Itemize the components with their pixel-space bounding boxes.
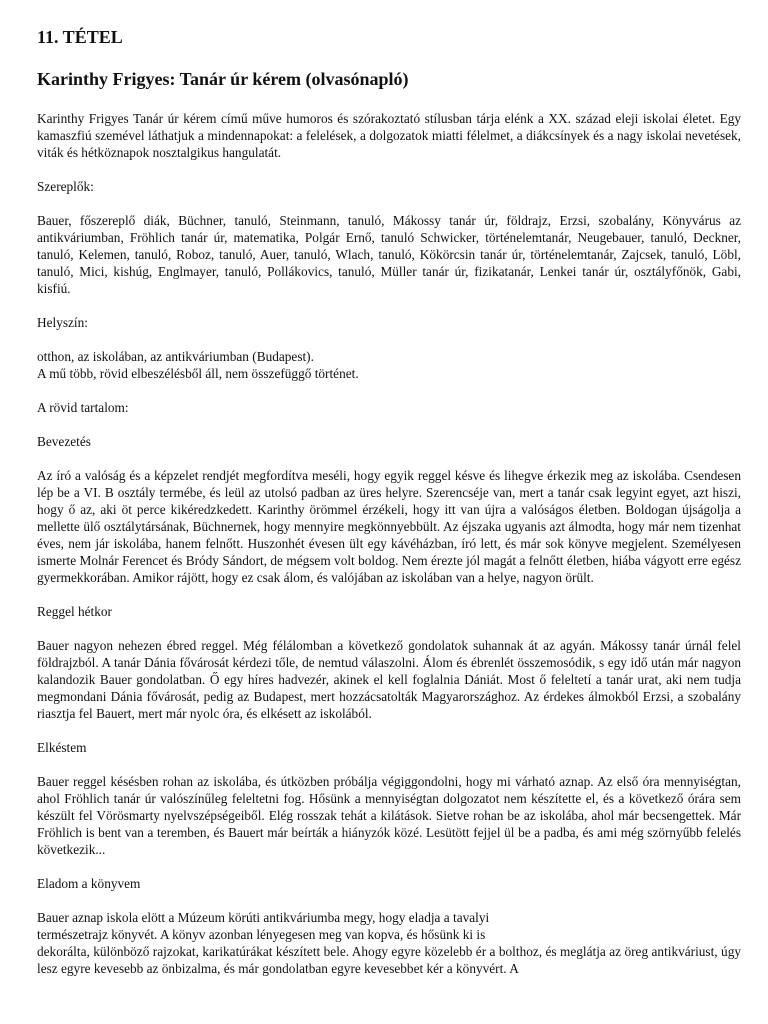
section-heading: Elkéstem [37,740,87,755]
intro-paragraph: Karinthy Frigyes Tanár úr kérem című műve humoros és szórakoztató stílusban tárja elénk a XX. század eleji iskolai életet. Egy kamaszfiú szemével láthatjuk a mindennapokat: a felelések, a dolgozatok miatti félelmet, a diákcsínyek és a nagy iskolai nevetések, viták és hétköznapok nosztalgikus hangulatát. [37,111,741,160]
location-line: A mű több, rövid elbeszélésből áll, nem összefüggő történet. [37,366,359,381]
section-text: Bauer nagyon nehezen ébred reggel. Még félálomban a következő gondolatok suhannak át az agyán. Mákossy tanár úrnál felel földrajzból. A tanár Dánia fővárosát kérdezi tőle, de nemtud válaszolni. Álom és ébrenlét összemosódik, s egy idő után már nagyon kalandozik Bauer gondolatban. Ő egy híres hadvezér, akinek el kell foglalnia Dániát. Most ő feleltetí a tanár urat, aki nem tudja megmondani Dánia fővárosát, pedig az Budapest, mert hozzácsatolták Magyarországhoz. Az érdekes álmokból Erzsi, a szobalány riasztja fel Bauert, mert már nyolc óra, és elkésett az iskolából. [37,638,741,721]
section-text: Az író a valóság és a képzelet rendjét megfordítva meséli, hogy egyik reggel késve és lihegve érkezik meg az iskolába. Csendesen lép be a VI. B osztály termébe, és leül az utolsó padban az üres helyre. Szerencséje van, mert a tanár csak legyint egyet, azt hiszi, hogy ő az, aki öt perce kikéredzkedett. Karinthy örömmel érzékeli, hogy itt van újra a valóságos életben. Boldogan újságolja a mellette ülő osztálytársának, Büchnernek, hogy mennyire megkönnyebbült. Az éjszaka ugyanis azt álmodta, hogy már nem tizenhat éves, nem jár iskolába, hanem felnőtt. Huszonhét évesen ült egy kávéházban, író lett, és már sok könyve megjelent. Személyesen ismerte Molnár Ferencet és Bródy Sándort, de mégsem volt boldog. Nem érezte jól magát a felnőtt életben, hiába vágyott erre egész gyermekkorában. Amikor rájött, hogy ez csak álom, és valójában az iskolában van a helye, nagyon örült. [37,468,741,585]
document-title: Karinthy Frigyes: Tanár úr kérem (olvasónapló) [37,69,409,89]
section-text-line: Bauer aznap iskola elött a Múzeum körúti antikváriumba megy, hogy eladja a tavalyi [37,910,490,925]
summary-label: A rövid tartalom: [37,400,129,415]
section-text-line: természetrajz könyvét. A könyv azonban lényegesen meg van kopva, és hősünk ki is [37,927,486,942]
document-page [37,26,741,977]
location-paragraph [37,348,741,382]
section-text: Bauer reggel késésben rohan az iskolába, és útközben próbálja végiggondolni, hogy mi várható aznap. Az első óra mennyiségtan, ahol Fröhlich tanár úr valószínűleg feleltetni fog. Hősünk a mennyiségtan dolgozatot nem készítette el, és a következő órára sem készült fel Vörösmarty nyelvszépségeiből. Elég rosszak tehát a kilátások. Sietve rohan be az iskolába, ahol már becsengettek. Már Fröhlich is bent van a teremben, és Bauert már beírták a hiányzók közé. Lesütött fejjel ül be a padba, és ami még szörnyűbb felelés következik... [37,774,741,857]
characters-paragraph: Bauer, főszereplő diák, Büchner, tanuló, Steinmann, tanuló, Mákossy tanár úr, földrajz, Erzsi, szobalány, Könyvárus az antikváriumban, Fröhlich tanár úr, matematika, Polgár Ernő, tanuló Schwicker, történelemtanár, Neugebauer, tanuló, Deckner, tanuló, Kelemen, tanuló, Roboz, tanuló, Auer, tanuló, Wlach, tanuló, Kökörcsin tanár úr, történelemtanár, Zajcsek, tanuló, Löbl, tanuló, Mici, kishúg, Englmayer, tanuló, Pollákovics, tanuló, Müller tanár úr, fizikatanár, Lenkei tanár úr, osztályfőnök, Gabi, kisfiú. [37,213,741,296]
section-heading: Bevezetés [37,434,91,449]
characters-label: Szereplők: [37,179,94,194]
section-heading: Eladom a könyvem [37,876,141,891]
tetel-number: 11. TÉTEL [37,27,123,47]
section-text [37,909,741,977]
location-label: Helyszín: [37,315,88,330]
section-text-line: dekorálta, különböző rajzokat, karikatúrákat készített bele. Ahogy egyre közelebb ér a bolthoz, és meglátja az öreg antikváriust, úgy lesz egyre kevesebb az önbizalma, és már gondolatban egyre kevesebbet kér a könyvért. A [37,944,741,976]
section-heading: Reggel hétkor [37,604,112,619]
location-line: otthon, az iskolában, az antikváriumban (Budapest). [37,349,314,364]
